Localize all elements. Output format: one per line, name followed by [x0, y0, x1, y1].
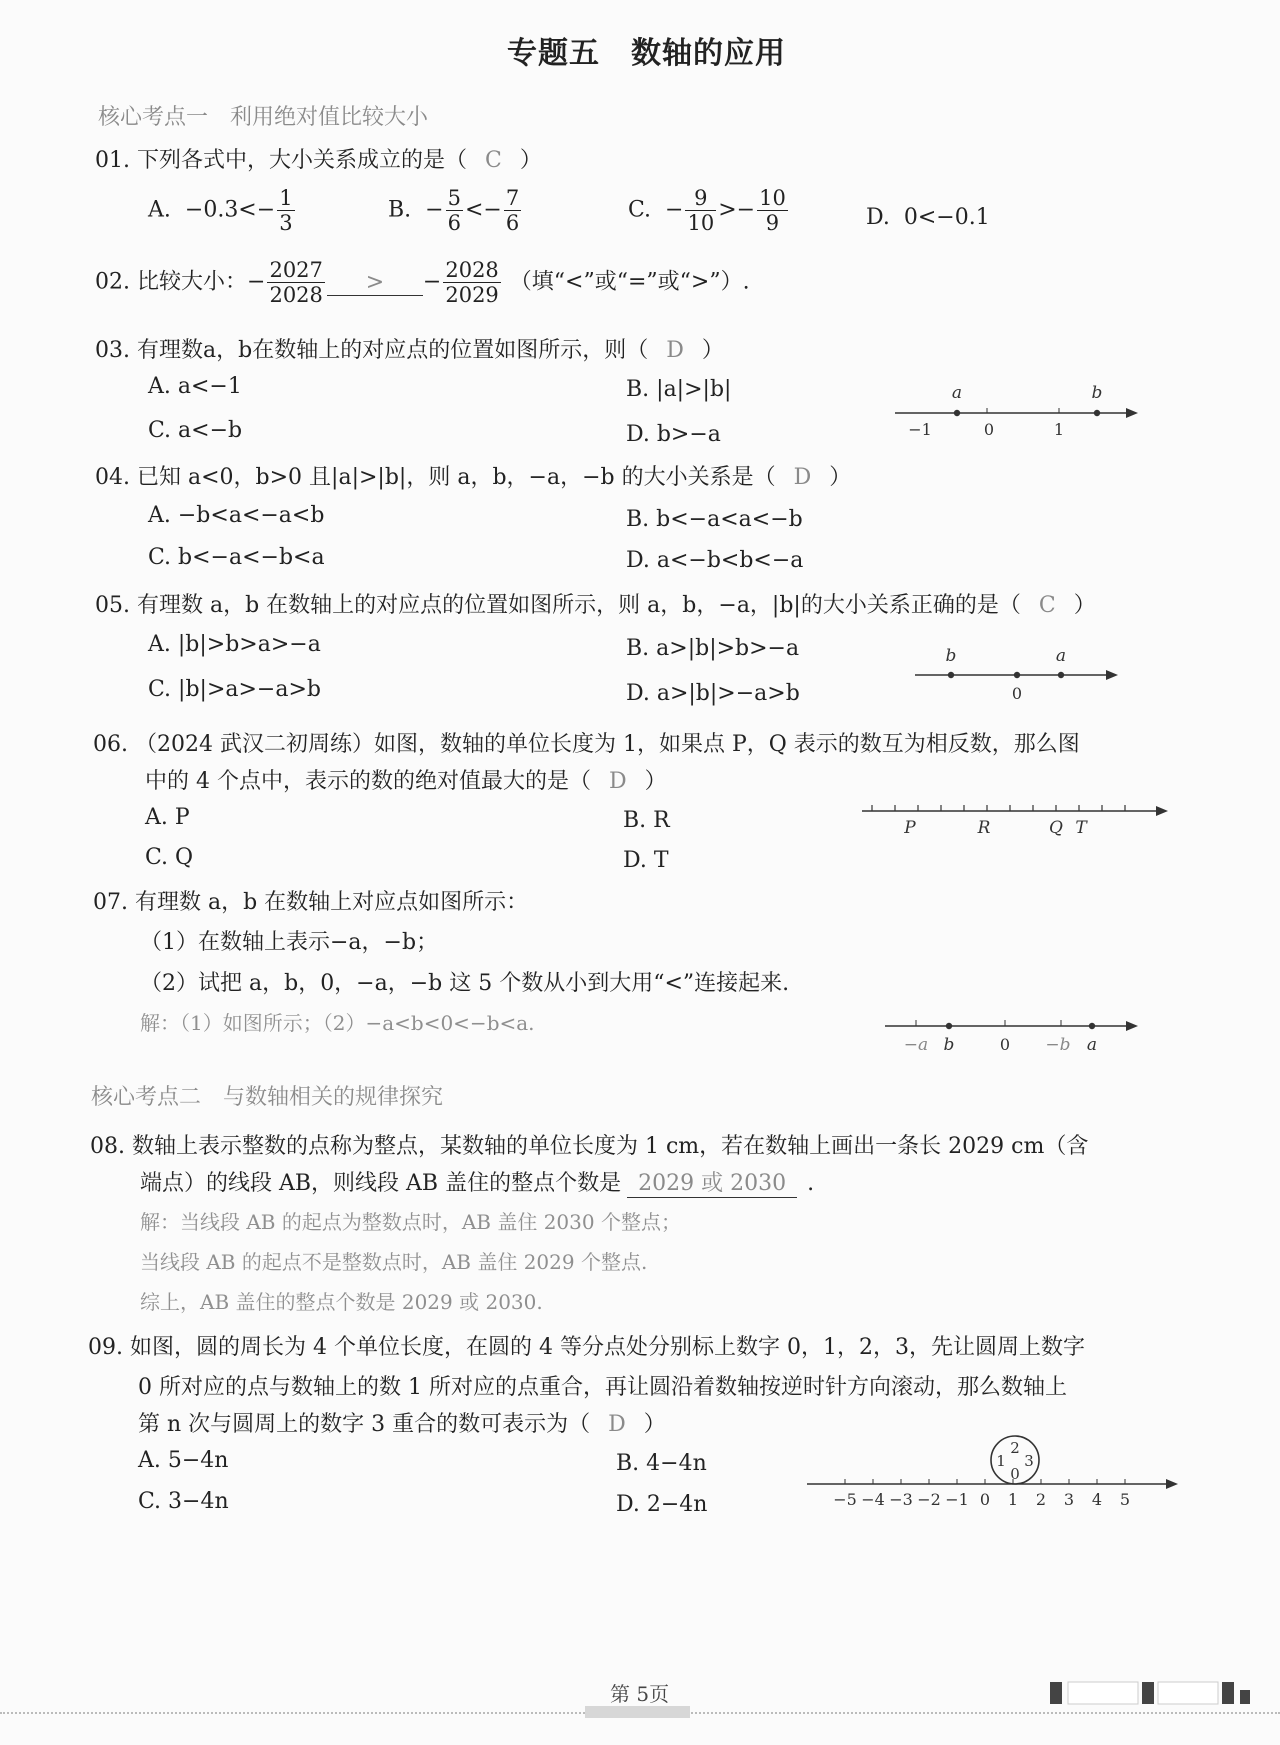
tick-label: 3 — [1063, 1490, 1075, 1509]
point-label-neg-b: −b — [1045, 1035, 1071, 1055]
answer: D — [793, 465, 812, 490]
answer: C — [485, 148, 502, 173]
question-09-line3: 第 n 次与圆周上的数字 3 重合的数可表示为（ D ） — [138, 1412, 666, 1437]
section-heading-1: 核心考点一 利用绝对值比较大小 — [98, 105, 429, 130]
tick-label: −3 — [889, 1490, 913, 1509]
tick-label: 1 — [1007, 1490, 1019, 1509]
option-b: B. − $\frac{5}{6}$ <− $\frac{7}{6}$ — [388, 186, 520, 236]
tick-label: 0 — [983, 420, 995, 439]
point-label-a: a — [1055, 646, 1067, 666]
tick-label: −1 — [908, 420, 932, 439]
tick-label: −5 — [833, 1490, 857, 1509]
circle-digit-2: 2 — [1010, 1439, 1020, 1457]
page-number: 第 5页 — [610, 1682, 670, 1706]
question-07: 07. 有理数 a，b 在数轴上对应点如图所示： — [93, 890, 529, 915]
question-02: 02. 比较大小：− $\frac{2027}{2028}$ > − $\frac{2028}{2029}$ （填“<”或“=”或“>”）. — [95, 258, 750, 308]
option-a: A. |b|>b>a>−a — [148, 632, 321, 657]
number-line-q9 — [805, 1433, 1180, 1511]
solution-08-line2: 当线段 AB 的起点不是整数点时，AB 盖住 2029 个整点. — [140, 1250, 648, 1274]
option-d: D. T — [623, 848, 669, 873]
answer: C — [1038, 593, 1056, 618]
point-label-neg-a: −a — [903, 1035, 929, 1055]
question-01: 01. 下列各式中，大小关系成立的是（ C ） — [95, 148, 542, 173]
tick-label: 0 — [1011, 684, 1023, 703]
tick-label: −1 — [945, 1490, 969, 1509]
option-d: D. 0<−0.1 — [866, 205, 990, 230]
answer: D — [609, 769, 627, 794]
number-line-q5 — [910, 645, 1120, 705]
tick-label: 1 — [1053, 420, 1065, 439]
question-05: 05. 有理数 a，b 在数轴上的对应点的位置如图所示，则 a，b，−a，|b|的大小关系正确的是（ C ） — [95, 593, 1096, 618]
option-a: A. −0.3<− $\frac{1}{3}$ — [148, 186, 293, 236]
circle-digit-0: 0 — [1010, 1465, 1020, 1483]
point-label-a: a — [1086, 1035, 1098, 1055]
solution-08-line3: 综上，AB 盖住的整点个数是 2029 或 2030. — [140, 1290, 543, 1314]
option-a: A. P — [145, 805, 190, 830]
question-08-line2: 端点）的线段 AB，则线段 AB 盖住的整点个数是 2029 或 2030 . — [140, 1166, 814, 1198]
question-07-part2: （2）试把 a，b，0，−a，−b 这 5 个数从小到大用“<”连接起来. — [140, 971, 790, 996]
number-line-q7 — [880, 1010, 1140, 1060]
option-a: A. a<−1 — [148, 374, 242, 399]
tick-label: 0 — [979, 1490, 991, 1509]
option-b: B. b<−a<a<−b — [626, 507, 803, 532]
point-label-a: a — [951, 383, 963, 403]
answer: D — [666, 338, 684, 363]
point-label-b: b — [943, 1035, 955, 1055]
point-label-b: b — [1091, 383, 1103, 403]
option-a: A. −b<a<−a<b — [148, 503, 325, 528]
point-label-b: b — [945, 646, 957, 666]
solution-07: 解：（1）如图所示；（2）−a<b<0<−b<a. — [140, 1011, 535, 1035]
circle-digit-3: 3 — [1024, 1452, 1034, 1470]
circle-digit-1: 1 — [996, 1452, 1006, 1470]
option-c: C. − $\frac{9}{10}$ >− $\frac{10}{9}$ — [628, 186, 786, 236]
tick-label: 2 — [1035, 1490, 1047, 1509]
question-04: 04. 已知 a<0，b>0 且|a|>|b|，则 a，b，−a，−b 的大小关系是（ D ） — [95, 465, 852, 490]
option-d: D. a<−b<b<−a — [626, 548, 804, 573]
option-d: D. 2−4n — [616, 1492, 708, 1517]
tick-label: −2 — [917, 1490, 941, 1509]
tick-label: 5 — [1119, 1490, 1131, 1509]
question-08-line1: 08. 数轴上表示整数的点称为整点，某数轴的单位长度为 1 cm，若在数轴上画出一条长 2029 cm（含 — [90, 1134, 1089, 1159]
option-b: B. R — [623, 808, 670, 833]
question-03: 03. 有理数a，b在数轴上的对应点的位置如图所示，则（ D ） — [95, 338, 724, 363]
answer-blank: 2029 或 2030 — [627, 1166, 797, 1198]
question-06-line2: 中的 4 个点中，表示的数的绝对值最大的是（ D ） — [145, 769, 667, 794]
solution-08-line1: 解：当线段 AB 的起点为整数点时，AB 盖住 2030 个整点； — [140, 1210, 681, 1234]
option-b: B. |a|>|b| — [626, 377, 732, 402]
point-label-p: P — [904, 818, 916, 838]
option-d: D. a>|b|>−a>b — [626, 681, 800, 706]
section-heading-2: 核心考点二 与数轴相关的规律探究 — [91, 1085, 444, 1110]
point-label-t: T — [1075, 818, 1087, 838]
answer: D — [608, 1412, 626, 1437]
answer-blank: > — [327, 270, 423, 296]
corner-mark — [1050, 1676, 1265, 1706]
point-label-q: Q — [1049, 818, 1063, 838]
option-c: C. b<−a<−b<a — [148, 545, 325, 570]
point-label-r: R — [977, 818, 991, 838]
question-09-line1: 09. 如图，圆的周长为 4 个单位长度，在圆的 4 等分点处分别标上数字 0，1，2，3，先让圆周上数字 — [88, 1335, 1085, 1360]
option-d: D. b>−a — [626, 422, 721, 447]
page-title: 专题五 数轴的应用 — [507, 36, 786, 71]
tick-label: −4 — [861, 1490, 885, 1509]
tick-label: 0 — [999, 1035, 1011, 1054]
option-a: A. 5−4n — [138, 1448, 229, 1473]
question-09-line2: 0 所对应的点与数轴上的数 1 所对应的点重合，再让圆沿着数轴按逆时针方向滚动，那么数轴上 — [138, 1375, 1067, 1400]
number-line-q3 — [890, 380, 1140, 440]
number-line-q6 — [860, 795, 1170, 845]
option-b: B. a>|b|>b>−a — [626, 636, 800, 661]
option-c: C. 3−4n — [138, 1489, 229, 1514]
option-c: C. |b|>a>−a>b — [148, 677, 321, 702]
question-06-line1: 06. （2024 武汉二初周练）如图，数轴的单位长度为 1，如果点 P，Q 表示的数互为相反数，那么图 — [93, 732, 1080, 757]
tick-label: 4 — [1091, 1490, 1103, 1509]
question-07-part1: （1）在数轴上表示−a，−b； — [140, 930, 439, 955]
option-c: C. Q — [145, 845, 194, 870]
option-c: C. a<−b — [148, 418, 243, 443]
option-b: B. 4−4n — [616, 1451, 707, 1476]
